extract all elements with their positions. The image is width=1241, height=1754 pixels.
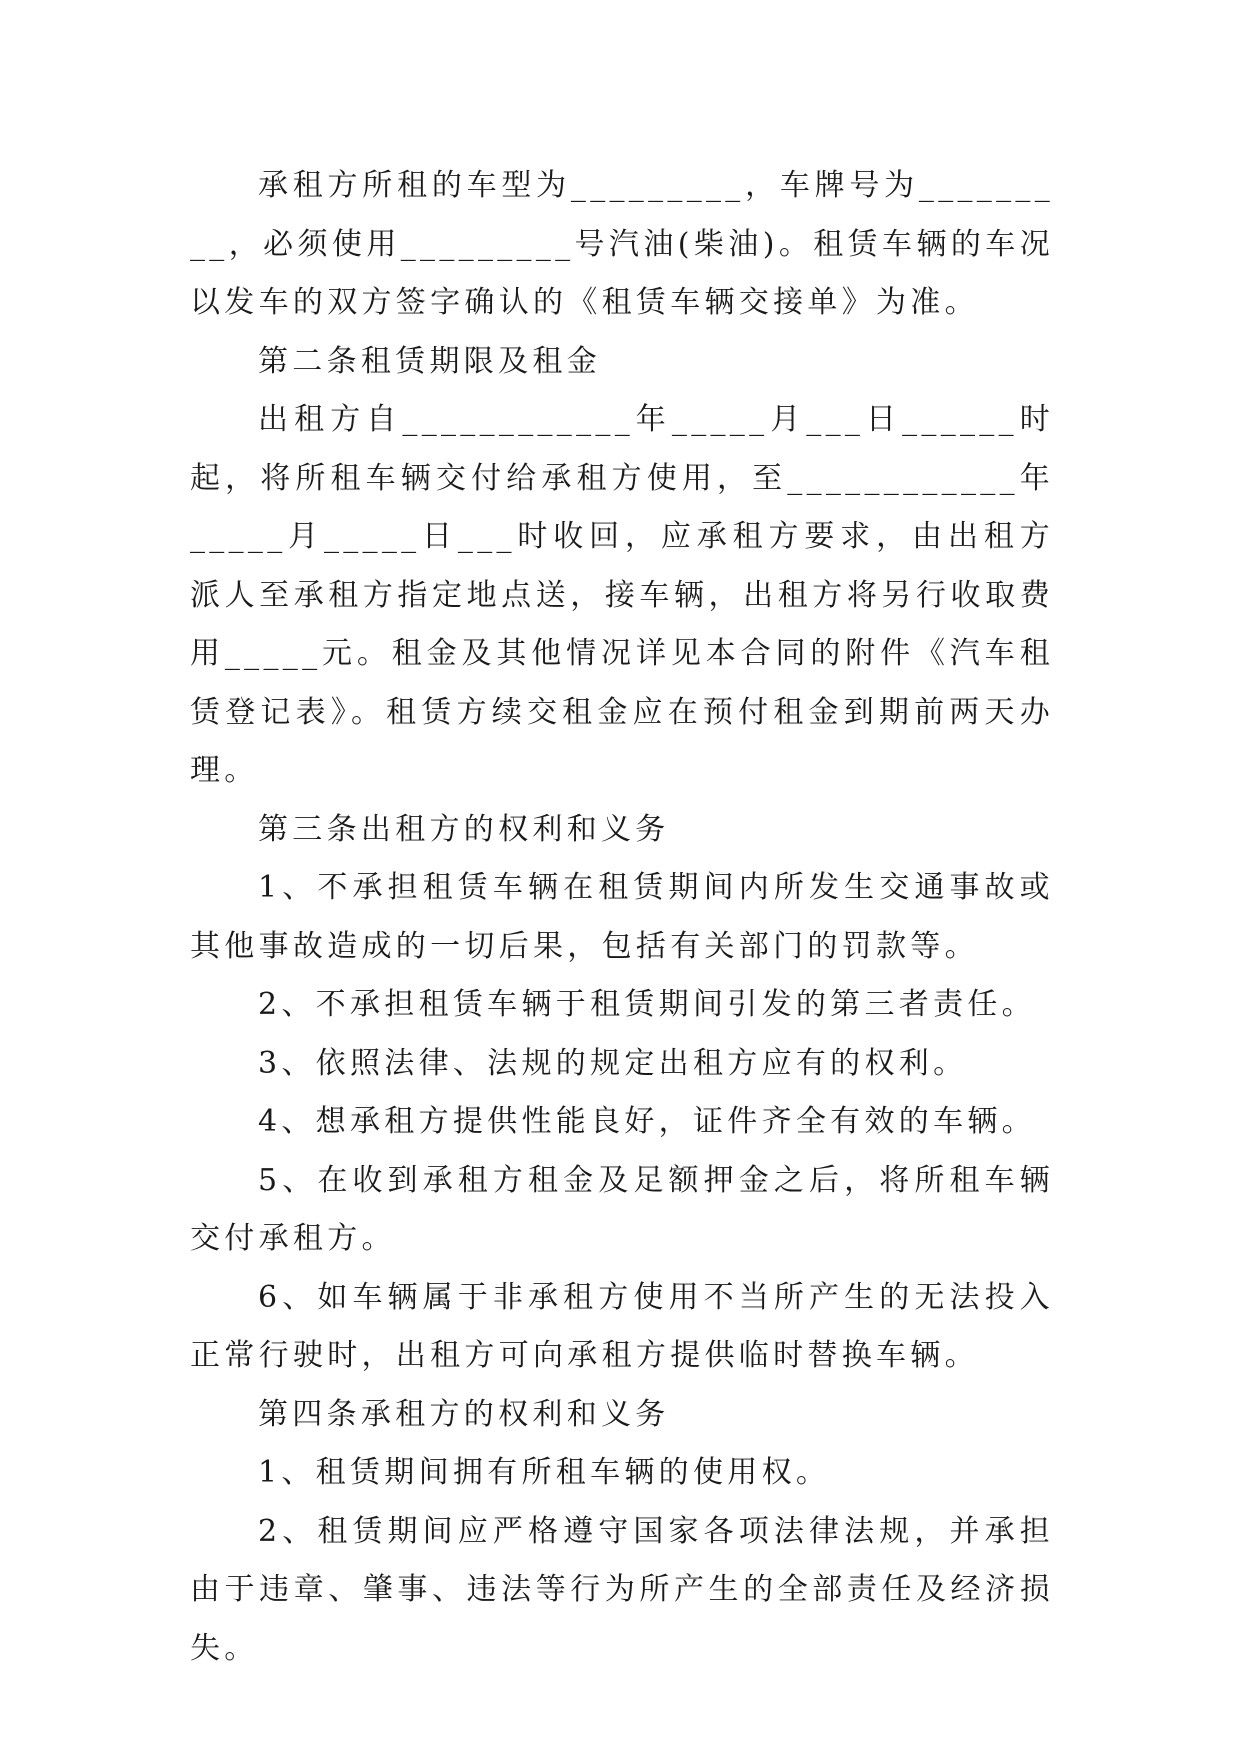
paragraph-lessor-item-5: 5、在收到承租方租金及足额押金之后，将所租车辆交付承租方。: [190, 1162, 1054, 1256]
paragraph-lessor-item-4: 4、想承租方提供性能良好，证件齐全有效的车辆。: [258, 1104, 1036, 1139]
paragraph-vehicle-info: 承租方所租的车型为_________，车牌号为_________，必须使用_________号汽油(柴油)。租赁车辆的车况以发车的双方签字确认的《租赁车辆交接单》为准。: [190, 168, 1054, 320]
paragraph-lessor-item-3: 3、依照法律、法规的规定出租方应有的权利。: [258, 1045, 968, 1081]
paragraph-lessor-item-6: 6、如车辆属于非承租方使用不当所产生的无法投入正常行驶时，出租方可向承租方提供临时替换车辆。: [190, 1279, 1054, 1373]
paragraph-lessor-item-1: 1、不承担租赁车辆在租赁期间内所发生交通事故或其他事故造成的一切后果，包括有关部门的罚款等。: [190, 870, 1054, 964]
paragraph-lessor-item-2: 2、不承担租赁车辆于租赁期间引发的第三者责任。: [258, 987, 1036, 1022]
heading-article-2: 第二条租赁期限及租金: [258, 343, 601, 379]
paragraph-lessee-item-2: 2、租赁期间应严格遵守国家各项法律法规，并承担由于违章、肇事、违法等行为所产生的全部责任及经济损失。: [190, 1513, 1054, 1666]
paragraph-lease-term: 出租方自____________年_____月___日______时起，将所租车辆交付给承租方使用，至____________年_____月_____日___时收回，应承租方要求，由出租方派人至承租方指定地点送，接车辆，出租方将另行收取费用_____元。租金及其他情况详见本合同的附件《汽车租赁登记表》。租赁方续交租金应在预付租金到期前两天办理。: [190, 402, 1054, 788]
document-body: [190, 157, 1054, 1678]
heading-article-3: 第三条出租方的权利和义务: [258, 811, 670, 847]
heading-article-4: 第四条承租方的权利和义务: [258, 1396, 670, 1432]
paragraph-lessee-item-1: 1、租赁期间拥有所租车辆的使用权。: [258, 1455, 831, 1490]
